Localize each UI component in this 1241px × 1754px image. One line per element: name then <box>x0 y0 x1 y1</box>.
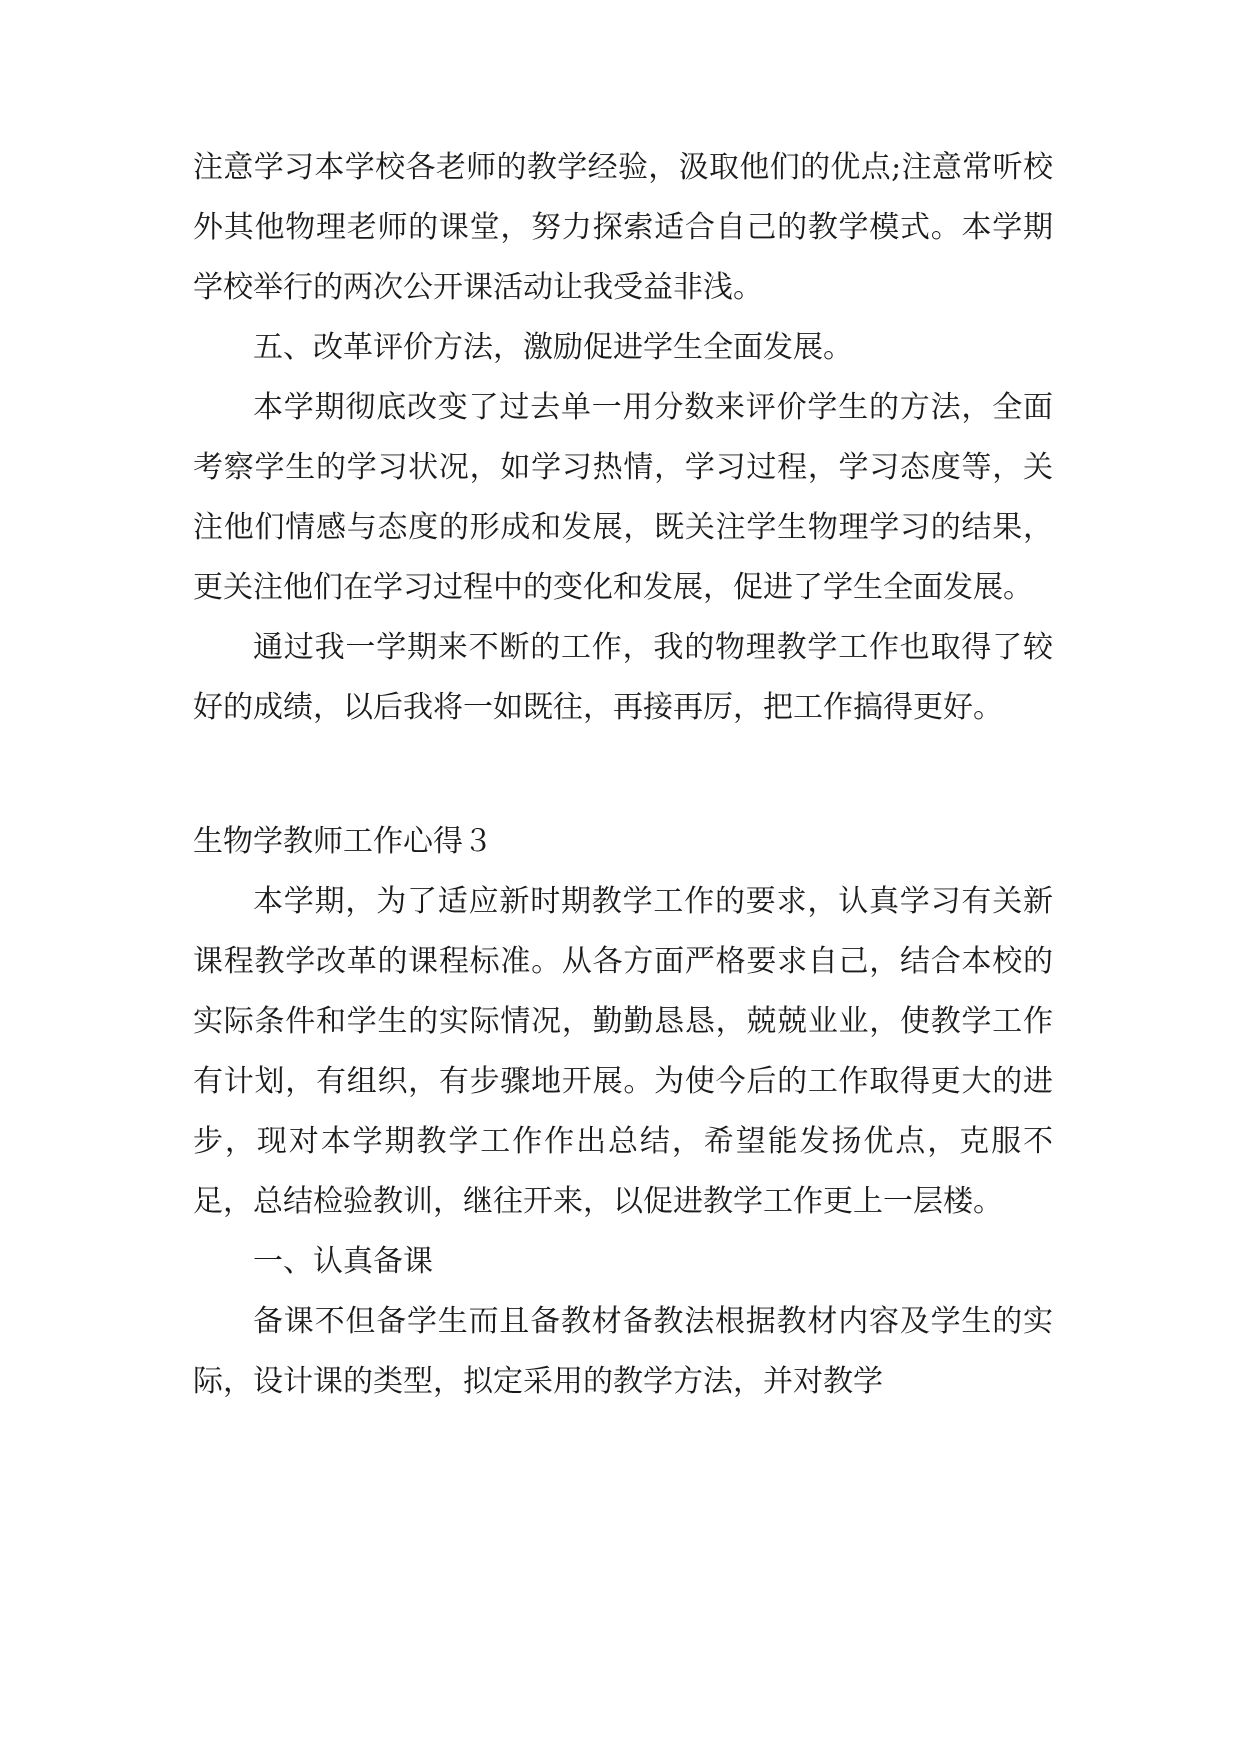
section-b <box>193 812 1053 1412</box>
paragraph-intro: 本学期，为了适应新时期教学工作的要求，认真学习有关新课程教学改革的课程标准。从各方面严格要求自己，结合本校的实际条件和学生的实际情况，勤勤恳恳，兢兢业业，使教学工作有计划，有组织，有步骤地开展。为使今后的工作取得更大的进步，现对本学期教学工作作出总结，希望能发扬优点，克服不足，总结检验教训，继往开来，以促进教学工作更上一层楼。 <box>193 884 1053 1219</box>
paragraph-prepare-lessons: 备课不但备学生而且备教材备教法根据教材内容及学生的实际，设计课的类型，拟定采用的教学方法，并对教学 <box>193 1304 1053 1399</box>
document-subtitle: 生物学教师工作心得３ <box>193 824 493 859</box>
paragraph-evaluation-method: 本学期彻底改变了过去单一用分数来评价学生的方法，全面考察学生的学习状况，如学习热情，学习过程，学习态度等，关注他们情感与态度的形成和发展，既关注学生物理学习的结果，更关注他们在学习过程中的变化和发展，促进了学生全面发展。 <box>193 390 1053 605</box>
section-heading-prepare-lessons: 一、认真备课 <box>253 1244 433 1279</box>
section-a <box>193 138 1053 738</box>
paragraph-semester-result: 通过我一学期来不断的工作，我的物理教学工作也取得了较好的成绩，以后我将一如既往，再接再厉，把工作搞得更好。 <box>193 630 1053 725</box>
section-heading-evaluation-reform: 五、改革评价方法，激励促进学生全面发展。 <box>253 330 853 365</box>
paragraph-learning-experience: 注意学习本学校各老师的教学经验，汲取他们的优点;注意常听校外其他物理老师的课堂，努力探索适合自己的教学模式。本学期学校举行的两次公开课活动让我受益非浅。 <box>193 150 1053 305</box>
